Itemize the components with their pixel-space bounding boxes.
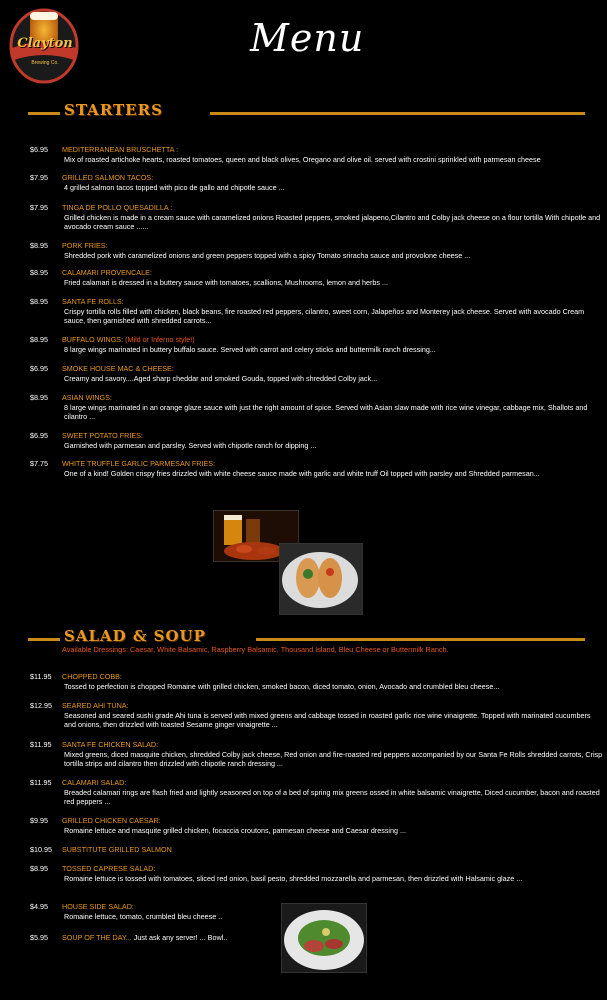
item-title-line — [62, 701, 603, 711]
item-body — [62, 145, 603, 164]
menu-item — [30, 335, 603, 354]
item-description: Romaine lettuce and masquite grilled chicken, focaccia croutons, parmesan cheese and Caesar dressing ... — [64, 825, 406, 835]
heading-rule-right — [210, 112, 585, 115]
item-name: SWEET POTATO FRIES: — [62, 431, 143, 440]
item-note: (Mild or Inferno style!) — [125, 335, 195, 344]
salad-heading-label: SALAD & SOUP — [64, 627, 206, 645]
item-name: SUBSTITUTE GRILLED SALMON — [62, 845, 172, 854]
item-name: SANTA FE ROLLS: — [62, 297, 124, 306]
item-body — [62, 816, 603, 835]
menu-item — [30, 393, 603, 422]
item-title-line — [62, 297, 603, 307]
item-name: PORK FRIES: — [62, 241, 108, 250]
item-price: $8.95 — [30, 297, 48, 306]
item-body — [62, 740, 603, 769]
menu-item — [30, 268, 603, 287]
item-body — [62, 268, 603, 287]
item-name: TINGA DE POLLO QUESADILLA : — [62, 203, 173, 212]
item-description: Creamy and savory....Aged sharp cheddar and smoked Gouda, topped with shredded Colby jack... — [64, 373, 378, 383]
item-title-line — [62, 740, 603, 750]
item-name: WHITE TRUFFLE GARLIC PARMESAN FRIES: — [62, 459, 216, 468]
item-body — [62, 241, 603, 260]
item-body — [62, 778, 603, 807]
available-dressings: Available Dressings: Caesar, White Balsamic, Raspberry Balsamic, Thousand Island, Bleu Cheese or Buttermilk Ranch. — [62, 645, 449, 654]
item-body — [62, 701, 603, 730]
item-price: $7.95 — [30, 173, 48, 182]
item-name: TOSSED CAPRESE SALAD: — [62, 864, 156, 873]
item-description: Seasoned and seared sushi grade Ahi tuna is served with mixed greens and cabbage tossed in roasted garlic rice wine vinaigrette. Topped with marinated cucumbers and onions, then drizzled with toasted Sesame ginger vinaigrette ... — [64, 710, 591, 730]
item-price: $12.95 — [30, 701, 52, 710]
menu-item — [30, 297, 603, 326]
item-price: $8.95 — [30, 335, 48, 344]
item-title-line — [62, 778, 603, 788]
item-name: GRILLED SALMON TACOS: — [62, 173, 154, 182]
menu-item — [30, 740, 603, 769]
item-title-line — [62, 335, 603, 345]
item-body — [62, 203, 603, 232]
item-description: Romaine lettuce is tossed with tomatoes, sliced red onion, basil pesto, shredded mozzarella and parmesan, then drizzled with Halsamic glaze ... — [64, 873, 523, 883]
item-description: Tossed to perfection is chopped Romaine with grilled chicken, smoked bacon, diced tomato, onion, Avocado and crumbled bleu cheese... — [64, 681, 500, 691]
item-body — [62, 864, 603, 883]
heading-rule-right — [256, 638, 585, 641]
item-name: MEDITERRANEAN BRUSCHETTA : — [62, 145, 179, 154]
item-description: Shredded pork with caramelized onions and green peppers topped with a spicy Tomato sriracha sauce and provolone cheese ... — [64, 250, 471, 260]
item-name: SANTA FE CHICKEN SALAD: — [62, 740, 159, 749]
menu-item — [30, 364, 603, 383]
heading-rule-left — [28, 112, 60, 115]
item-inline-text: Just ask any server! ... Bowl.. — [131, 933, 228, 942]
menu-item — [30, 672, 603, 691]
item-description: Garnished with parmesan and parsley. Served with chipotle ranch for dipping ... — [64, 440, 317, 450]
item-description: Mix of roasted artichoke hearts, roasted tomatoes, queen and black olives, Oregano and olive oil. served with crostini sprinkled with parmesan cheese — [64, 154, 541, 164]
item-price: $9.95 — [30, 816, 48, 825]
menu-item — [30, 241, 603, 260]
item-body — [62, 335, 603, 354]
item-title-line — [62, 364, 603, 374]
item-price: $10.95 — [30, 845, 52, 854]
item-description: Breaded calamari rings are flash fried and lightly seasoned on top of a bed of spring mix greens ossed in white balsamic vinaigrette, Diced cucumber, bacon and roasted red peppers ... — [64, 787, 600, 807]
item-title-line — [62, 173, 603, 183]
item-title-line — [62, 672, 603, 682]
item-description: Grilled chicken is made in a cream sauce with caramelized onions Roasted peppers, smoked jalapeno,Cilantro and Colby jack cheese on a flour tortilla With chipotle and avocado cream sauce ...... — [64, 212, 601, 232]
item-title-line — [62, 864, 603, 874]
item-price: $11.95 — [30, 740, 52, 749]
item-name: CALAMARI PROVENCALE: — [62, 268, 152, 277]
item-title-line — [62, 393, 603, 403]
item-title-line — [62, 241, 603, 251]
item-body — [62, 431, 603, 450]
menu-item — [30, 431, 603, 450]
ahi-salad-photo — [281, 903, 367, 973]
item-body — [62, 393, 603, 422]
item-title-line — [62, 431, 603, 441]
item-price: $8.95 — [30, 268, 48, 277]
item-description: 4 grilled salmon tacos topped with pico de gallo and chipotle sauce ... — [64, 182, 285, 192]
starters-heading-label: STARTERS — [64, 101, 163, 119]
menu-item — [30, 845, 603, 855]
item-price: $7.75 — [30, 459, 48, 468]
item-price: $5.95 — [30, 933, 48, 942]
menu-item — [30, 145, 603, 164]
item-price: $8.95 — [30, 393, 48, 402]
item-body — [62, 459, 603, 478]
menu-item — [30, 203, 603, 232]
item-body — [62, 672, 603, 691]
item-price: $11.95 — [30, 778, 52, 787]
item-name: HOUSE SIDE SALAD: — [62, 902, 134, 911]
starters-heading — [28, 103, 585, 123]
item-title-line — [62, 268, 603, 278]
menu-item — [30, 816, 603, 835]
item-price: $8.95 — [30, 241, 48, 250]
item-name: CALAMARI SALAD: — [62, 778, 127, 787]
item-title-line — [62, 459, 603, 469]
item-title-line — [62, 203, 603, 213]
item-title-line — [62, 845, 603, 855]
item-description: Crispy tortilla rolls filled with chicken, black beans, fire roasted red peppers, cilantro, sweet corn, Jalapeños and Monterey jack cheese. Served with avocado Cream sauce, then garnished with shredded carrots... — [64, 306, 585, 326]
item-body — [62, 364, 603, 383]
salmon-tacos-photo — [279, 543, 363, 615]
menu-item — [30, 778, 603, 807]
item-price: $4.95 — [30, 902, 48, 911]
item-price: $6.95 — [30, 364, 48, 373]
brewery-logo — [8, 4, 80, 84]
heading-rule-left — [28, 638, 60, 641]
item-price: $6.95 — [30, 431, 48, 440]
item-title-line — [62, 816, 603, 826]
item-price: $7.95 — [30, 203, 48, 212]
item-body — [62, 845, 603, 855]
item-name: SOUP OF THE DAY... — [62, 933, 132, 942]
page-title: Menu — [250, 16, 365, 60]
item-description: Romaine lettuce, tomato, crumbled bleu cheese .. — [64, 911, 223, 921]
item-body — [62, 173, 603, 192]
item-name: SMOKE HOUSE MAC & CHEESE: — [62, 364, 174, 373]
item-description: Mixed greens, diced masquite chicken, shredded Colby jack cheese, Red onion and fire-roasted red peppers accompanied by our Santa Fe Rolls shredded carrots, Crisp tortilla strips and cilantro then drizzled with chipotle ranch dressing ... — [64, 749, 603, 769]
item-name: SEARED AHI TUNA: — [62, 701, 129, 710]
item-name: BUFFALO WINGS: — [62, 335, 124, 344]
logo-sub: Brewing Co. — [31, 60, 59, 66]
item-description: 8 large wings marinated in buttery buffalo sauce. Served with carrot and celery sticks and buttermilk ranch dressing... — [64, 344, 436, 354]
item-description: 8 large wings marinated in an orange glaze sauce with just the right amount of spice. Served with Asian slaw made with rice wine vinegar, cabbage mix, Shallots and cilantro ... — [64, 402, 588, 422]
item-body — [62, 297, 603, 326]
item-name: GRILLED CHICKEN CAESAR: — [62, 816, 161, 825]
item-description: Fried calamari is dressed in a buttery sauce with tomatoes, scallions, Mushrooms, lemon and herbs ... — [64, 277, 388, 287]
item-title-line — [62, 145, 603, 155]
item-price: $8.95 — [30, 864, 48, 873]
item-price: $11.95 — [30, 672, 52, 681]
menu-item — [30, 701, 603, 730]
item-name: CHOPPED COBB: — [62, 672, 122, 681]
item-description: One of a kind! Golden crispy fries drizzled with white cheese sauce made with garlic and white truff Oil topped with parsley and Shredded parmesan... — [64, 468, 540, 478]
item-name: ASIAN WINGS: — [62, 393, 112, 402]
logo-name: Clayton — [17, 36, 73, 51]
menu-item — [30, 864, 603, 883]
item-price: $6.95 — [30, 145, 48, 154]
menu-item — [30, 459, 603, 478]
menu-item — [30, 173, 603, 192]
